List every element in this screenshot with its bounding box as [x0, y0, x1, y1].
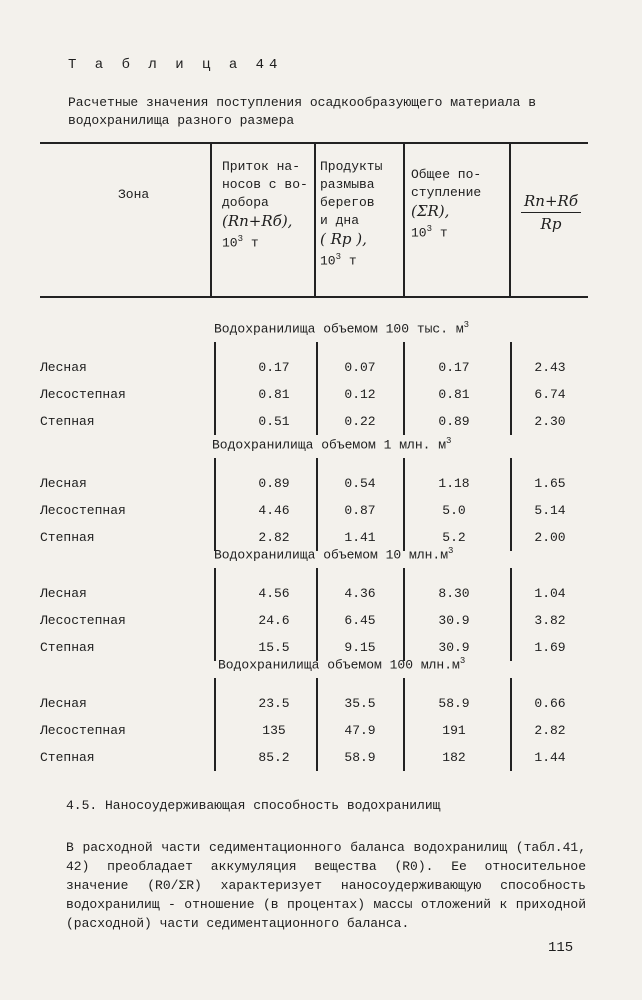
row-zone-label: Степная: [40, 750, 95, 765]
group-title-text: Водохранилища объемом 100 млн.м: [218, 657, 460, 673]
cell-total: 0.17: [438, 360, 470, 375]
cell-total: 191: [442, 723, 466, 738]
cell-erosion: 1.41: [344, 530, 376, 545]
cell-inflow: 4.46: [258, 503, 290, 518]
header-divider-1: [210, 142, 212, 297]
header-erosion-unit: $10^3$ т: [320, 252, 357, 269]
cell-inflow: 4.56: [258, 586, 290, 601]
cell-inflow: 24.6: [258, 613, 290, 628]
cell-inflow: 2.82: [258, 530, 290, 545]
cell-erosion: 6.45: [344, 613, 376, 628]
cell-ratio: 2.82: [534, 723, 566, 738]
group-title: [212, 436, 451, 452]
row-zone-label: Лесная: [40, 476, 87, 491]
cell-inflow: 0.51: [258, 414, 290, 429]
column-divider: [316, 342, 318, 435]
header-ratio-numerator: Rп+Rб: [524, 192, 578, 210]
cell-inflow: 15.5: [258, 640, 290, 655]
header-inflow-formula: (Rп+Rб),: [222, 212, 293, 230]
cell-total: 0.89: [438, 414, 470, 429]
header-erosion-line3: берегов: [320, 195, 375, 210]
row-zone-label: Степная: [40, 640, 95, 655]
cell-erosion: 0.54: [344, 476, 376, 491]
cell-total: 5.2: [442, 530, 466, 545]
page-number: 115: [548, 940, 574, 956]
cell-erosion: 58.9: [344, 750, 376, 765]
cell-total: 1.18: [438, 476, 470, 491]
group-title: [218, 656, 465, 672]
cell-erosion: 0.12: [344, 387, 376, 402]
row-zone-label: Лесостепная: [40, 387, 126, 402]
cell-erosion: 9.15: [344, 640, 376, 655]
header-inflow-unit: $10^3$ т: [222, 234, 259, 251]
cell-total: 182: [442, 750, 466, 765]
column-divider: [214, 678, 216, 771]
header-inflow-line2: носов с во-: [222, 177, 308, 192]
cell-ratio: 1.65: [534, 476, 566, 491]
cell-total: 5.0: [442, 503, 466, 518]
cell-ratio: 5.14: [534, 503, 566, 518]
group-title-exponent: 3: [459, 656, 466, 666]
cell-ratio: 1.69: [534, 640, 566, 655]
cell-inflow: 23.5: [258, 696, 290, 711]
column-divider: [403, 678, 405, 771]
column-divider: [316, 678, 318, 771]
column-divider: [403, 568, 405, 661]
header-total: [411, 166, 507, 242]
header-inflow: [222, 158, 314, 252]
group-title-exponent: 3: [463, 320, 470, 330]
header-inflow-line1: Приток на-: [222, 159, 301, 174]
cell-ratio: 2.30: [534, 414, 566, 429]
column-divider: [316, 568, 318, 661]
body-paragraph: В расходной части седиментационного баланса водохранилищ (табл.41, 42) преобладает аккумуляция вещества (R0). Ее относительное значение (R0/ΣR) характеризует наносоудерживающую способность водохранилищ - отношение (в процентах) массы отложений к приходной (расходной) части седиментационного баланса.: [66, 840, 586, 931]
header-divider-2: [314, 142, 316, 297]
cell-total: 58.9: [438, 696, 470, 711]
group-title-text: Водохранилища объемом 1 млн. м: [212, 437, 447, 453]
header-erosion: [320, 158, 404, 270]
cell-total: 30.9: [438, 613, 470, 628]
cell-erosion: 0.22: [344, 414, 376, 429]
cell-ratio: 1.04: [534, 586, 566, 601]
column-divider: [316, 458, 318, 551]
cell-erosion: 4.36: [344, 586, 376, 601]
header-total-line2: ступление: [411, 185, 482, 200]
column-divider: [214, 342, 216, 435]
header-ratio-bar: [521, 212, 581, 213]
cell-total: 30.9: [438, 640, 470, 655]
cell-inflow: 135: [262, 723, 286, 738]
header-divider-4: [509, 142, 511, 297]
group-title: [214, 320, 469, 336]
cell-ratio: 3.82: [534, 613, 566, 628]
header-zone: Зона: [118, 187, 150, 202]
group-title-exponent: 3: [446, 436, 452, 446]
row-zone-label: Лесная: [40, 696, 87, 711]
cell-inflow: 0.17: [258, 360, 290, 375]
column-divider: [403, 458, 405, 551]
cell-ratio: 0.66: [534, 696, 566, 711]
cell-erosion: 47.9: [344, 723, 376, 738]
cell-ratio: 2.43: [534, 360, 566, 375]
group-title-text: Водохранилища объемом 10 млн.м: [214, 547, 449, 563]
header-erosion-line2: размыва: [320, 177, 375, 192]
cell-ratio: 1.44: [534, 750, 566, 765]
header-ratio: [517, 192, 585, 233]
row-zone-label: Лесная: [40, 586, 87, 601]
table-caption: Расчетные значения поступления осадкообразующего материала в водохранилища разного размера: [68, 95, 537, 128]
table-title: Т а б л и ц а 44: [68, 57, 283, 73]
column-divider: [214, 568, 216, 661]
row-zone-label: Лесостепная: [40, 613, 126, 628]
cell-inflow: 85.2: [258, 750, 290, 765]
cell-erosion: 0.07: [344, 360, 376, 375]
header-total-unit: $10^3$ т: [411, 224, 448, 241]
row-zone-label: Степная: [40, 414, 95, 429]
row-zone-label: Степная: [40, 530, 95, 545]
column-divider: [214, 458, 216, 551]
group-title: [214, 546, 453, 562]
section-heading: 4.5. Наносоудерживающая способность водохранилищ: [66, 798, 441, 813]
header-total-formula: (ΣR),: [411, 202, 450, 220]
row-zone-label: Лесная: [40, 360, 87, 375]
row-zone-label: Лесостепная: [40, 503, 126, 518]
cell-total: 0.81: [438, 387, 470, 402]
header-inflow-line3: добора: [222, 195, 269, 210]
group-title-text: Водохранилища объемом 100 тыс. м: [214, 321, 464, 337]
header-erosion-line4: и дна: [320, 213, 360, 228]
cell-ratio: 2.00: [534, 530, 566, 545]
column-divider: [403, 342, 405, 435]
cell-total: 8.30: [438, 586, 470, 601]
header-erosion-formula: ( Rр ),: [320, 230, 367, 248]
header-erosion-line1: Продукты: [320, 159, 383, 174]
header-ratio-denominator: Rр: [540, 215, 562, 233]
cell-ratio: 6.74: [534, 387, 566, 402]
cell-erosion: 35.5: [344, 696, 376, 711]
cell-inflow: 0.89: [258, 476, 290, 491]
row-zone-label: Лесостепная: [40, 723, 126, 738]
header-total-line1: Общее по-: [411, 167, 482, 182]
cell-inflow: 0.81: [258, 387, 290, 402]
group-title-exponent: 3: [448, 546, 454, 556]
cell-erosion: 0.87: [344, 503, 376, 518]
